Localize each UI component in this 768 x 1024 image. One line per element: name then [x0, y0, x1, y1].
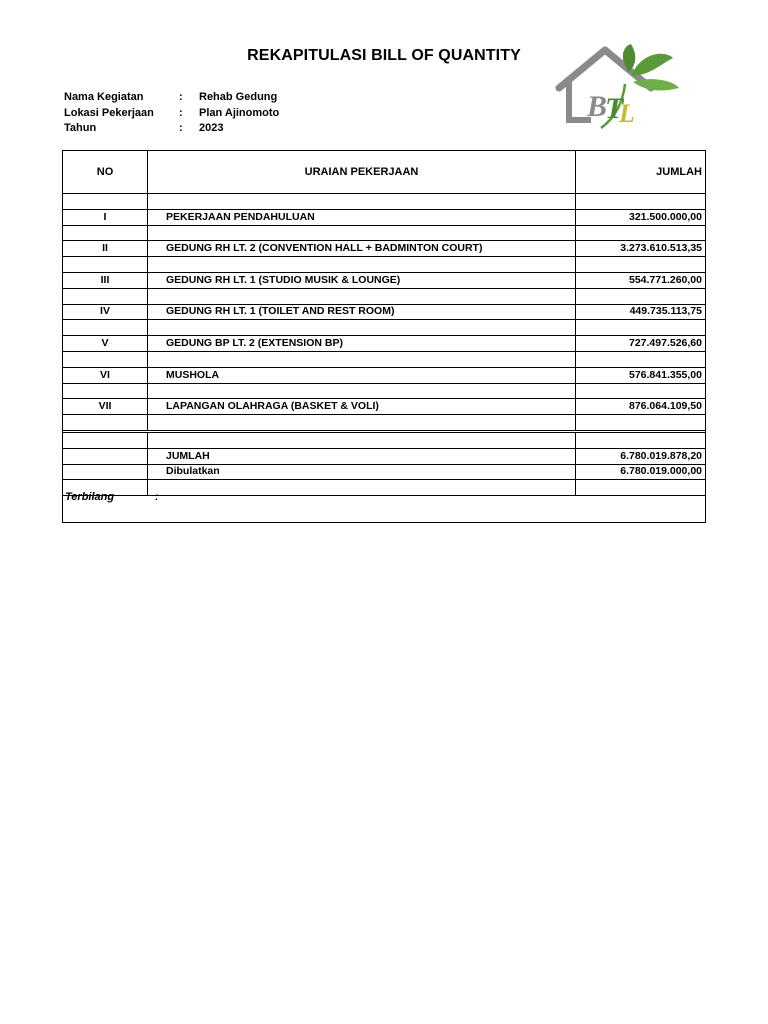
total-amount: 6.780.019.878,20 [576, 448, 707, 464]
spacer-row [63, 225, 706, 241]
table-row [63, 209, 706, 225]
info-value: Plan Ajinomoto [199, 106, 280, 119]
header-jumlah: JUMLAH [576, 151, 707, 194]
item-description: GEDUNG BP LT. 2 (EXTENSION BP) [148, 336, 576, 352]
spacer-row [63, 431, 706, 448]
info-colon: : [179, 106, 183, 119]
item-no: III [63, 272, 148, 288]
spacer-row [63, 415, 706, 432]
spacer-row [63, 351, 706, 367]
item-description: GEDUNG RH LT. 1 (TOILET AND REST ROOM) [148, 304, 576, 320]
item-amount: 876.064.109,50 [576, 399, 707, 415]
rounded-row [63, 464, 706, 480]
info-value: Rehab Gedung [199, 91, 278, 103]
item-no: VII [63, 399, 148, 415]
terbilang-colon: : [155, 491, 159, 503]
info-label: Lokasi Pekerjaan [64, 106, 154, 119]
table-row [63, 241, 706, 257]
rounded-label: Dibulatkan [148, 464, 576, 480]
table-row [63, 304, 706, 320]
svg-text:B: B [587, 90, 608, 123]
total-row [63, 448, 706, 464]
spacer-row [63, 288, 706, 304]
info-label: Tahun [64, 122, 97, 134]
info-row-lokasi-pekerjaan [64, 107, 364, 123]
item-amount: 576.841.355,00 [576, 367, 707, 383]
info-value: 2023 [199, 122, 224, 134]
table-row [63, 367, 706, 383]
rounded-no-cell [63, 464, 148, 480]
spacer-row [63, 257, 706, 273]
item-amount: 3.273.610.513,35 [576, 241, 707, 257]
total-label: JUMLAH [148, 448, 576, 464]
item-no: II [63, 241, 148, 257]
table-row [63, 399, 706, 415]
item-amount: 554.771.260,00 [576, 272, 707, 288]
boq-table [63, 151, 706, 496]
table-row [63, 336, 706, 352]
item-no: I [63, 209, 148, 225]
svg-text:L: L [619, 99, 635, 128]
boq-table-frame [62, 150, 706, 523]
document-title: REKAPITULASI BILL OF QUANTITY [247, 47, 521, 64]
item-amount: 449.735.113,75 [576, 304, 707, 320]
spacer-row [63, 383, 706, 399]
table-row [63, 272, 706, 288]
item-amount: 321.500.000,00 [576, 209, 707, 225]
info-row-nama-kegiatan [64, 91, 364, 107]
header-no: NO [63, 151, 148, 194]
item-description: PEKERJAAN PENDAHULUAN [148, 209, 576, 225]
spacer-row [63, 194, 706, 210]
item-description: LAPANGAN OLAHRAGA (BASKET & VOLI) [148, 399, 576, 415]
item-no: VI [63, 367, 148, 383]
company-logo-icon [553, 42, 681, 134]
item-description: MUSHOLA [148, 367, 576, 383]
svg-text:T: T [605, 92, 624, 125]
item-amount: 727.497.526,60 [576, 336, 707, 352]
item-no: V [63, 336, 148, 352]
info-label: Nama Kegiatan [64, 91, 144, 103]
info-row-tahun [64, 122, 364, 138]
spacer-row [63, 480, 706, 496]
item-description: GEDUNG RH LT. 1 (STUDIO MUSIK & LOUNGE) [148, 272, 576, 288]
project-info [64, 91, 364, 138]
item-no: IV [63, 304, 148, 320]
terbilang-label: Terbilang [65, 491, 115, 503]
info-colon: : [179, 91, 183, 103]
rounded-amount: 6.780.019.000,00 [576, 464, 707, 480]
spacer-row [63, 320, 706, 336]
item-description: GEDUNG RH LT. 2 (CONVENTION HALL + BADMINTON COURT) [148, 241, 576, 257]
table-header-row [63, 151, 706, 194]
header-uraian-pekerjaan: URAIAN PEKERJAAN [148, 151, 576, 194]
total-no-cell [63, 448, 148, 464]
info-colon: : [179, 122, 183, 134]
